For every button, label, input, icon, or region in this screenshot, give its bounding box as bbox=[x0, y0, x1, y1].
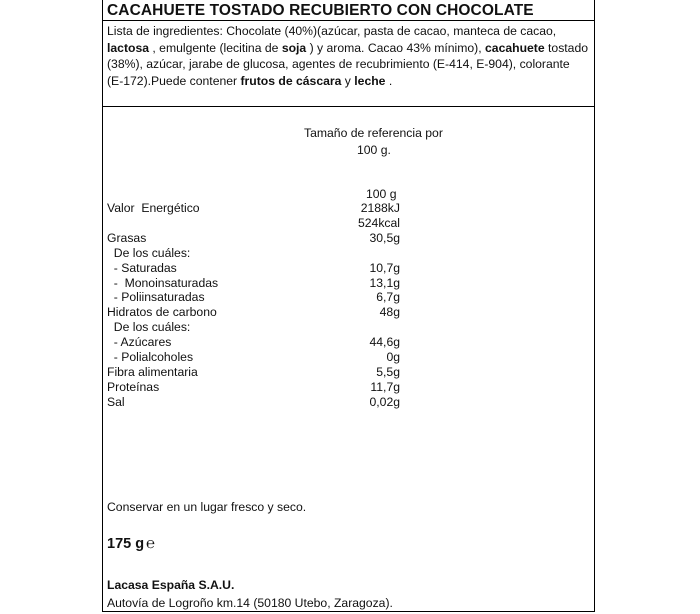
nutrition-value: 48g bbox=[379, 305, 400, 320]
nutrition-value: 5,5g bbox=[376, 364, 400, 379]
ingredient-text: y bbox=[341, 73, 355, 88]
ingredient-allergen: frutos de cáscara bbox=[240, 73, 342, 88]
ingredient-text: ) y aroma. Cacao 43% mínimo), bbox=[306, 40, 486, 55]
nutrition-label: De los cuáles: bbox=[107, 320, 191, 335]
nutrition-label: Fibra alimentaria bbox=[107, 364, 198, 379]
nutrition-value: 11,7g bbox=[370, 379, 400, 394]
ingredient-allergen: soja bbox=[281, 40, 307, 55]
nutrition-label: De los cuáles: bbox=[107, 245, 191, 260]
nutrition-value: 6,7g bbox=[376, 290, 400, 305]
nutrition-label: - Poliinsaturadas bbox=[107, 290, 205, 305]
net-weight bbox=[107, 535, 155, 552]
nutrition-label: - Monoinsaturadas bbox=[107, 275, 219, 290]
product-title: CACAHUETE TOSTADO RECUBIERTO CON CHOCOLATE bbox=[107, 2, 534, 19]
nutrition-label: Valor Energético bbox=[107, 201, 200, 215]
nutrition-label: - Azúcares bbox=[107, 335, 172, 350]
ingredient-text: , emulgente (lecitina de bbox=[149, 40, 282, 55]
nutrition-value: 44,6g bbox=[369, 335, 400, 350]
nutrition-label: Grasas bbox=[107, 230, 147, 245]
reference-line-1: Tamaño de referencia por bbox=[304, 126, 443, 140]
reference-line-2: 100 g. bbox=[357, 143, 391, 157]
estimated-sign-icon: ℮ bbox=[146, 535, 156, 552]
nutrition-label: Sal bbox=[107, 394, 125, 409]
nutrition-value: 0g bbox=[386, 350, 400, 364]
nutrition-value: 30,5g bbox=[369, 230, 400, 245]
company-name: Lacasa España S.A.U. bbox=[107, 578, 235, 592]
nutrition-label: - Saturadas bbox=[107, 260, 177, 275]
nutrition-value: 524kcal bbox=[357, 215, 400, 230]
company-address: Autovía de Logroño km.14 (50180 Utebo, Zaragoza). bbox=[107, 596, 393, 610]
reference-column-header: 100 g bbox=[366, 187, 397, 201]
nutrition-label: Hidratos de carbono bbox=[107, 305, 217, 320]
nutrition-value: 0,02g bbox=[369, 394, 400, 409]
nutrition-label: - Polialcoholes bbox=[107, 350, 194, 364]
nutrition-label: Proteínas bbox=[107, 379, 160, 394]
nutrition-value: 13,1g bbox=[369, 275, 400, 290]
nutrition-value: 10,7g bbox=[369, 260, 400, 275]
ingredient-text: Lista de ingredientes: Chocolate (40%)(azúcar, pasta de cacao, manteca de cacao, bbox=[107, 24, 557, 38]
ingredient-allergen: lactosa bbox=[107, 40, 150, 55]
nutrition-value: 2188kJ bbox=[360, 201, 400, 215]
ingredient-text: tostado (38%), azúcar, jarabe de glucosa, agentes de recubrimiento (E-414, E-904), colorante (E-172).Puede contener bbox=[107, 40, 589, 88]
ingredients-list bbox=[107, 23, 589, 89]
ingredient-allergen: leche bbox=[354, 73, 386, 88]
net-weight-value: 175 g bbox=[107, 536, 145, 552]
ingredients-divider bbox=[102, 106, 595, 107]
storage-instructions: Conservar en un lugar fresco y seco. bbox=[107, 500, 307, 514]
ingredient-text: . bbox=[385, 73, 393, 88]
ingredient-allergen: cacahuete bbox=[485, 40, 545, 55]
title-divider bbox=[102, 20, 595, 21]
